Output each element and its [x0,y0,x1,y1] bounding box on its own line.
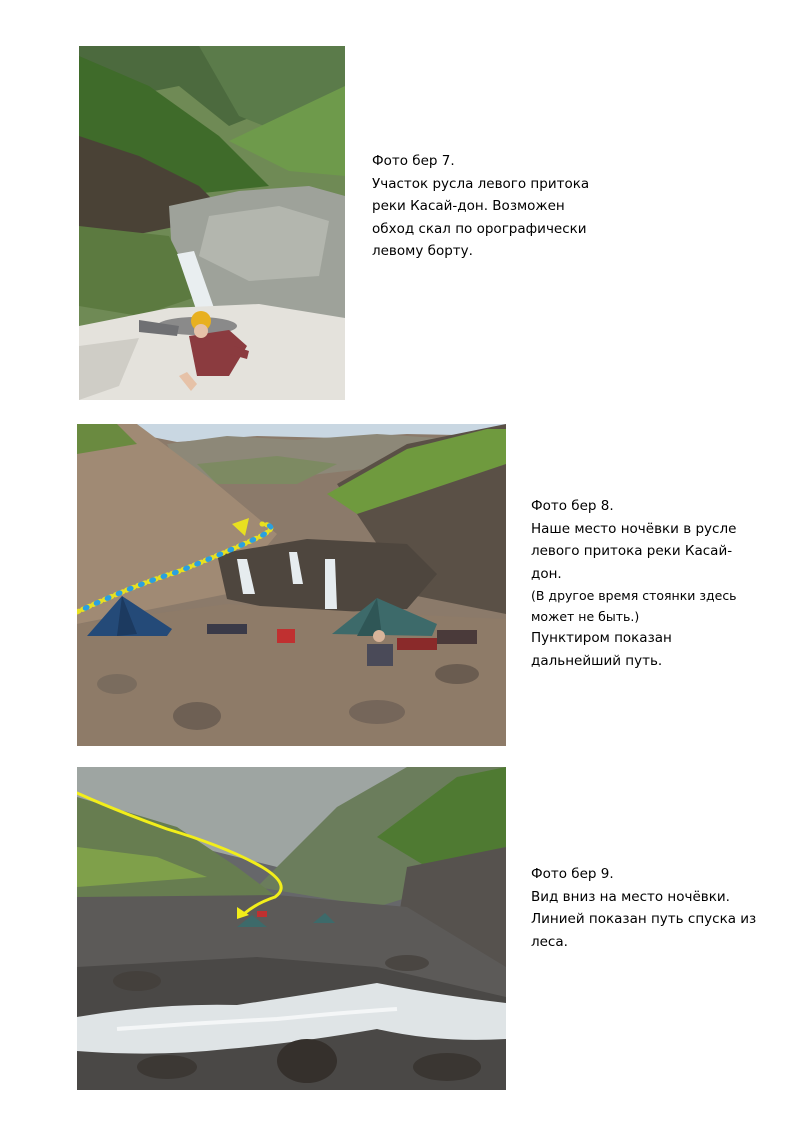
caption-line: левому борту. [372,243,473,259]
caption-line: может не быть.) [531,609,640,624]
caption-line: Фото бер 8. [531,498,614,514]
caption-photo-7 [372,150,589,263]
caption-line: левого притока реки Касай- [531,543,733,559]
caption-line: дон. [531,565,562,582]
photo-9 [77,767,506,1090]
photo-8 [77,424,506,746]
photo-7 [79,46,345,400]
caption-line: Линией показан путь спуска из [531,911,757,927]
caption-line: Фото бер 9. [531,866,614,882]
caption-line: обход скал по орографически [372,220,587,237]
caption-line: (В другое время стоянки здесь [531,588,737,603]
caption-line: Участок русла левого притока [372,175,590,192]
caption-line: Пунктиром показан [531,630,672,646]
caption-photo-8 [531,495,737,672]
caption-photo-9 [531,863,756,953]
caption-line: Вид вниз на место ночёвки. [531,888,730,905]
caption-line: реки Касай-дон. Возможен [372,198,565,214]
caption-line: Фото бер 7. [372,153,455,169]
caption-line: дальнейший путь. [531,652,663,669]
caption-line: леса. [531,933,568,950]
caption-line: Наше место ночёвки в русле [531,520,737,537]
photo-8-image [77,424,506,746]
photo-7-image [79,46,345,400]
photo-9-image [77,767,506,1090]
